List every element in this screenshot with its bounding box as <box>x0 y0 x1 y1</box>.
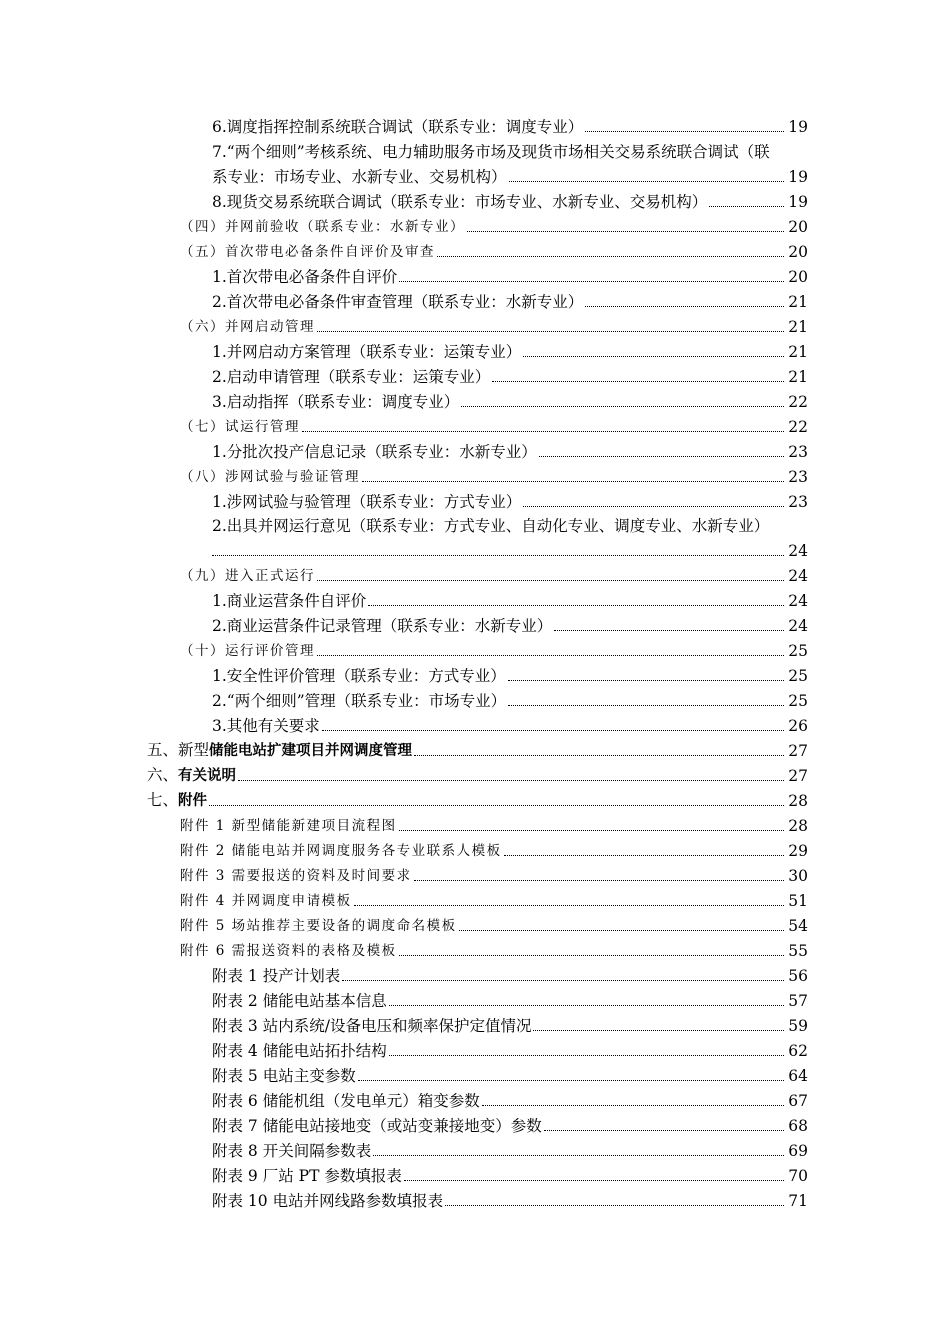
dot-leader <box>492 381 784 382</box>
toc-entry[interactable] <box>212 438 808 462</box>
toc-entry-title: 1.并网启动方案管理（联系专业：运策专业） <box>212 343 522 361</box>
dot-leader <box>467 231 784 232</box>
toc-page-number: 24 <box>788 542 808 560</box>
toc-entry-title: 附表 6 储能机组（发电单元）箱变参数 <box>212 1092 480 1110</box>
toc-entry[interactable] <box>212 1037 808 1061</box>
toc-entry-title: 2.商业运营条件记录管理（联系专业：水新专业） <box>212 617 553 635</box>
toc-page-number: 27 <box>788 767 808 785</box>
toc-entry[interactable] <box>180 463 808 487</box>
toc-entry[interactable] <box>212 612 808 636</box>
toc-entry[interactable] <box>180 837 808 861</box>
dot-leader <box>414 755 784 756</box>
toc-entry-prefix: 六、 <box>147 766 179 784</box>
toc-entry-title: 1.涉网试验与验管理（联系专业：方式专业） <box>212 493 522 511</box>
toc-entry-title: （十）运行评价管理 <box>180 643 315 659</box>
toc-entry-title[interactable]: 2.出具并网运行意见（联系专业：方式专业、自动化专业、调度专业、水新专业） <box>212 517 770 535</box>
toc-page-number: 57 <box>788 992 808 1010</box>
toc-entry[interactable] <box>212 1187 808 1211</box>
toc-entry-heading: 附件 <box>178 793 208 809</box>
dot-leader <box>368 605 784 606</box>
toc-entry[interactable] <box>180 313 808 337</box>
toc-page-number: 28 <box>788 792 808 810</box>
toc-entry[interactable] <box>212 712 808 736</box>
toc-page-number: 19 <box>788 118 808 136</box>
toc-page-number: 28 <box>788 817 808 835</box>
toc-entry-title[interactable]: 7.“两个细则”考核系统、电力辅助服务市场及现货市场相关交易系统联合调试（联 <box>212 143 770 161</box>
toc-page-number: 20 <box>788 243 808 261</box>
toc-entry-title: 1.安全性评价管理（联系专业：方式专业） <box>212 667 506 685</box>
dot-leader <box>504 855 784 856</box>
toc-page-number: 54 <box>788 917 808 935</box>
toc-entry[interactable] <box>180 238 808 262</box>
toc-entry[interactable] <box>212 662 808 686</box>
toc-entry-title: 附表 5 电站主变参数 <box>212 1067 356 1085</box>
toc-entry[interactable] <box>212 962 808 986</box>
toc-page-number: 19 <box>788 168 808 186</box>
toc-page-number: 69 <box>788 1142 808 1160</box>
dot-leader <box>508 705 784 706</box>
toc-entry[interactable] <box>212 1162 808 1186</box>
toc-entry[interactable] <box>212 1012 808 1036</box>
toc-entry-title: 附件 5 场站推荐主要设备的调度命名模板 <box>180 918 457 934</box>
toc-entry-title: 1.分批次投产信息记录（联系专业：水新专业） <box>212 443 537 461</box>
dot-leader <box>302 431 784 432</box>
toc-entry[interactable] <box>147 737 808 761</box>
toc-entry[interactable] <box>180 862 808 886</box>
dot-leader <box>399 281 784 282</box>
toc-entry-title: 附件 2 储能电站并网调度服务各专业联系人模板 <box>180 843 502 859</box>
toc-entry-title: 附表 10 电站并网线路参数填报表 <box>212 1192 444 1210</box>
toc-page-number: 26 <box>788 717 808 735</box>
toc-page-number: 22 <box>788 418 808 436</box>
toc-page-number: 56 <box>788 967 808 985</box>
dot-leader <box>322 730 784 731</box>
toc-entry-title <box>147 765 236 786</box>
toc-page-number: 19 <box>788 193 808 211</box>
toc-page-number: 21 <box>788 318 808 336</box>
dot-leader <box>399 955 784 956</box>
toc-entry[interactable] <box>212 687 808 711</box>
toc-page-number: 55 <box>788 942 808 960</box>
dot-leader <box>554 630 784 631</box>
toc-entry[interactable] <box>212 338 808 362</box>
toc-page-number: 24 <box>788 592 808 610</box>
dot-leader <box>539 456 784 457</box>
toc-entry[interactable] <box>212 113 808 137</box>
dot-leader <box>508 680 784 681</box>
dot-leader <box>212 555 784 556</box>
toc-entry[interactable] <box>180 937 808 961</box>
dot-leader <box>389 1005 784 1006</box>
toc-page-number: 25 <box>788 692 808 710</box>
toc-entry-title: 附件 1 新型储能新建项目流程图 <box>180 818 397 834</box>
dot-leader <box>404 1180 784 1181</box>
dot-leader <box>445 1205 784 1206</box>
toc-entry-title: （五）首次带电必备条件自评价及审查 <box>180 244 435 260</box>
toc-entry-title: 附表 4 储能电站拓扑结构 <box>212 1042 387 1060</box>
dot-leader <box>238 780 784 781</box>
toc-entry[interactable] <box>212 587 808 611</box>
toc-page-number: 24 <box>788 567 808 585</box>
toc-entry[interactable] <box>180 213 808 237</box>
dot-leader <box>585 131 784 132</box>
toc-entry[interactable] <box>180 562 808 586</box>
dot-leader <box>389 1055 784 1056</box>
toc-entry-title: （六）并网启动管理 <box>180 319 315 335</box>
toc-page-number: 62 <box>788 1042 808 1060</box>
toc-entry[interactable] <box>212 388 808 412</box>
toc-page-number: 21 <box>788 293 808 311</box>
dot-leader <box>585 306 784 307</box>
dot-leader <box>533 1030 784 1031</box>
toc-entry-prefix: 五、新型 <box>147 741 210 759</box>
toc-entry-heading: 有关说明 <box>178 768 237 784</box>
toc-page-number: 21 <box>788 343 808 361</box>
toc-entry-title: 附表 3 站内系统/设备电压和频率保护定值情况 <box>212 1017 532 1035</box>
toc-page-number: 20 <box>788 268 808 286</box>
dot-leader <box>373 1155 784 1156</box>
dot-leader <box>317 580 784 581</box>
toc-entry-title: 6.调度指挥控制系统联合调试（联系专业：调度专业） <box>212 118 584 136</box>
toc-entry-title-continued: 系专业：市场专业、水新专业、交易机构） <box>212 168 507 186</box>
toc-entry[interactable] <box>212 163 808 187</box>
toc-entry[interactable] <box>147 787 808 811</box>
toc-page-number: 30 <box>788 867 808 885</box>
toc-entry[interactable] <box>212 987 808 1011</box>
toc-page-number: 29 <box>788 842 808 860</box>
toc-entry-heading: 储能电站扩建项目并网调度管理 <box>209 743 413 759</box>
dot-leader <box>509 181 784 182</box>
toc-entry-title: 8.现货交易系统联合调试（联系专业：市场专业、水新专业、交易机构） <box>212 193 708 211</box>
toc-entry-title: 1.商业运营条件自评价 <box>212 592 367 610</box>
toc-entry-title: 2.首次带电必备条件审查管理（联系专业：水新专业） <box>212 293 584 311</box>
dot-leader <box>358 1080 784 1081</box>
toc-page-number: 22 <box>788 393 808 411</box>
toc-entry-title <box>147 740 412 761</box>
toc-entry-title: 附件 3 需要报送的资料及时间要求 <box>180 868 412 884</box>
toc-entry[interactable] <box>180 887 808 911</box>
toc-page-number: 64 <box>788 1067 808 1085</box>
dot-leader <box>362 481 784 482</box>
dot-leader <box>523 356 784 357</box>
toc-entry-title: （四）并网前验收（联系专业：水新专业） <box>180 219 465 235</box>
toc-entry-title: 1.首次带电必备条件自评价 <box>212 268 398 286</box>
toc-entry[interactable] <box>147 762 808 786</box>
toc-page-number: 51 <box>788 892 808 910</box>
dot-leader <box>461 406 784 407</box>
dot-leader <box>482 1105 784 1106</box>
toc-page-number: 68 <box>788 1117 808 1135</box>
toc-entry-title: 附表 9 厂站 PT 参数填报表 <box>212 1167 402 1185</box>
toc-entry[interactable] <box>212 188 808 212</box>
dot-leader <box>523 506 784 507</box>
toc-entry-prefix: 七、 <box>147 791 179 809</box>
toc-entry-title: 附表 2 储能电站基本信息 <box>212 992 387 1010</box>
toc-entry[interactable] <box>212 537 808 561</box>
toc-entry[interactable] <box>212 1112 808 1136</box>
toc-entry[interactable] <box>212 1137 808 1161</box>
toc-page-number: 24 <box>788 617 808 635</box>
toc-entry-title: 附表 8 开关间隔参数表 <box>212 1142 372 1160</box>
dot-leader <box>709 206 784 207</box>
dot-leader <box>437 256 784 257</box>
toc-page-number: 25 <box>788 667 808 685</box>
toc-entry-title <box>147 790 207 811</box>
toc-entry[interactable] <box>212 363 808 387</box>
toc-entry-title: 附件 4 并网调度申请模板 <box>180 893 352 909</box>
dot-leader <box>342 980 784 981</box>
dot-leader <box>544 1130 784 1131</box>
dot-leader <box>399 830 784 831</box>
toc-entry-title: （七）试运行管理 <box>180 419 300 435</box>
toc-entry-title: 附件 6 需报送资料的表格及模板 <box>180 943 397 959</box>
toc-entry-title: （九）进入正式运行 <box>180 568 315 584</box>
toc-page-number: 21 <box>788 368 808 386</box>
dot-leader <box>317 655 784 656</box>
toc-page-number: 67 <box>788 1092 808 1110</box>
dot-leader <box>317 331 784 332</box>
toc-entry[interactable] <box>180 637 808 661</box>
toc-entry[interactable] <box>180 812 808 836</box>
toc-entry[interactable] <box>180 413 808 437</box>
dot-leader <box>209 805 784 806</box>
toc-entry[interactable] <box>180 912 808 936</box>
toc-page-number: 20 <box>788 218 808 236</box>
toc-entry-title: 2.“两个细则”管理（联系专业：市场专业） <box>212 692 507 710</box>
dot-leader <box>459 930 784 931</box>
toc-entry[interactable] <box>212 288 808 312</box>
toc-entry-title: 附表 1 投产计划表 <box>212 967 341 985</box>
dot-leader <box>414 880 784 881</box>
toc-entry[interactable] <box>212 263 808 287</box>
toc-entry-title: 3.其他有关要求 <box>212 717 320 735</box>
toc-entry-title: 附表 7 储能电站接地变（或站变兼接地变）参数 <box>212 1117 542 1135</box>
toc-entry-title: 3.启动指挥（联系专业：调度专业） <box>212 393 460 411</box>
toc-page-number: 70 <box>788 1167 808 1185</box>
toc-entry[interactable] <box>212 1087 808 1111</box>
toc-entry[interactable] <box>212 488 808 512</box>
toc-page-number: 25 <box>788 642 808 660</box>
dot-leader <box>354 905 784 906</box>
toc-page-number: 27 <box>788 742 808 760</box>
toc-page-number: 71 <box>788 1192 808 1210</box>
toc-entry-title: （八）涉网试验与验证管理 <box>180 469 360 485</box>
toc-entry[interactable] <box>212 1062 808 1086</box>
toc-page-number: 23 <box>788 468 808 486</box>
toc-page-number: 23 <box>788 493 808 511</box>
toc-page-number: 59 <box>788 1017 808 1035</box>
toc-page-number: 23 <box>788 443 808 461</box>
toc-entry-title: 2.启动申请管理（联系专业：运策专业） <box>212 368 491 386</box>
